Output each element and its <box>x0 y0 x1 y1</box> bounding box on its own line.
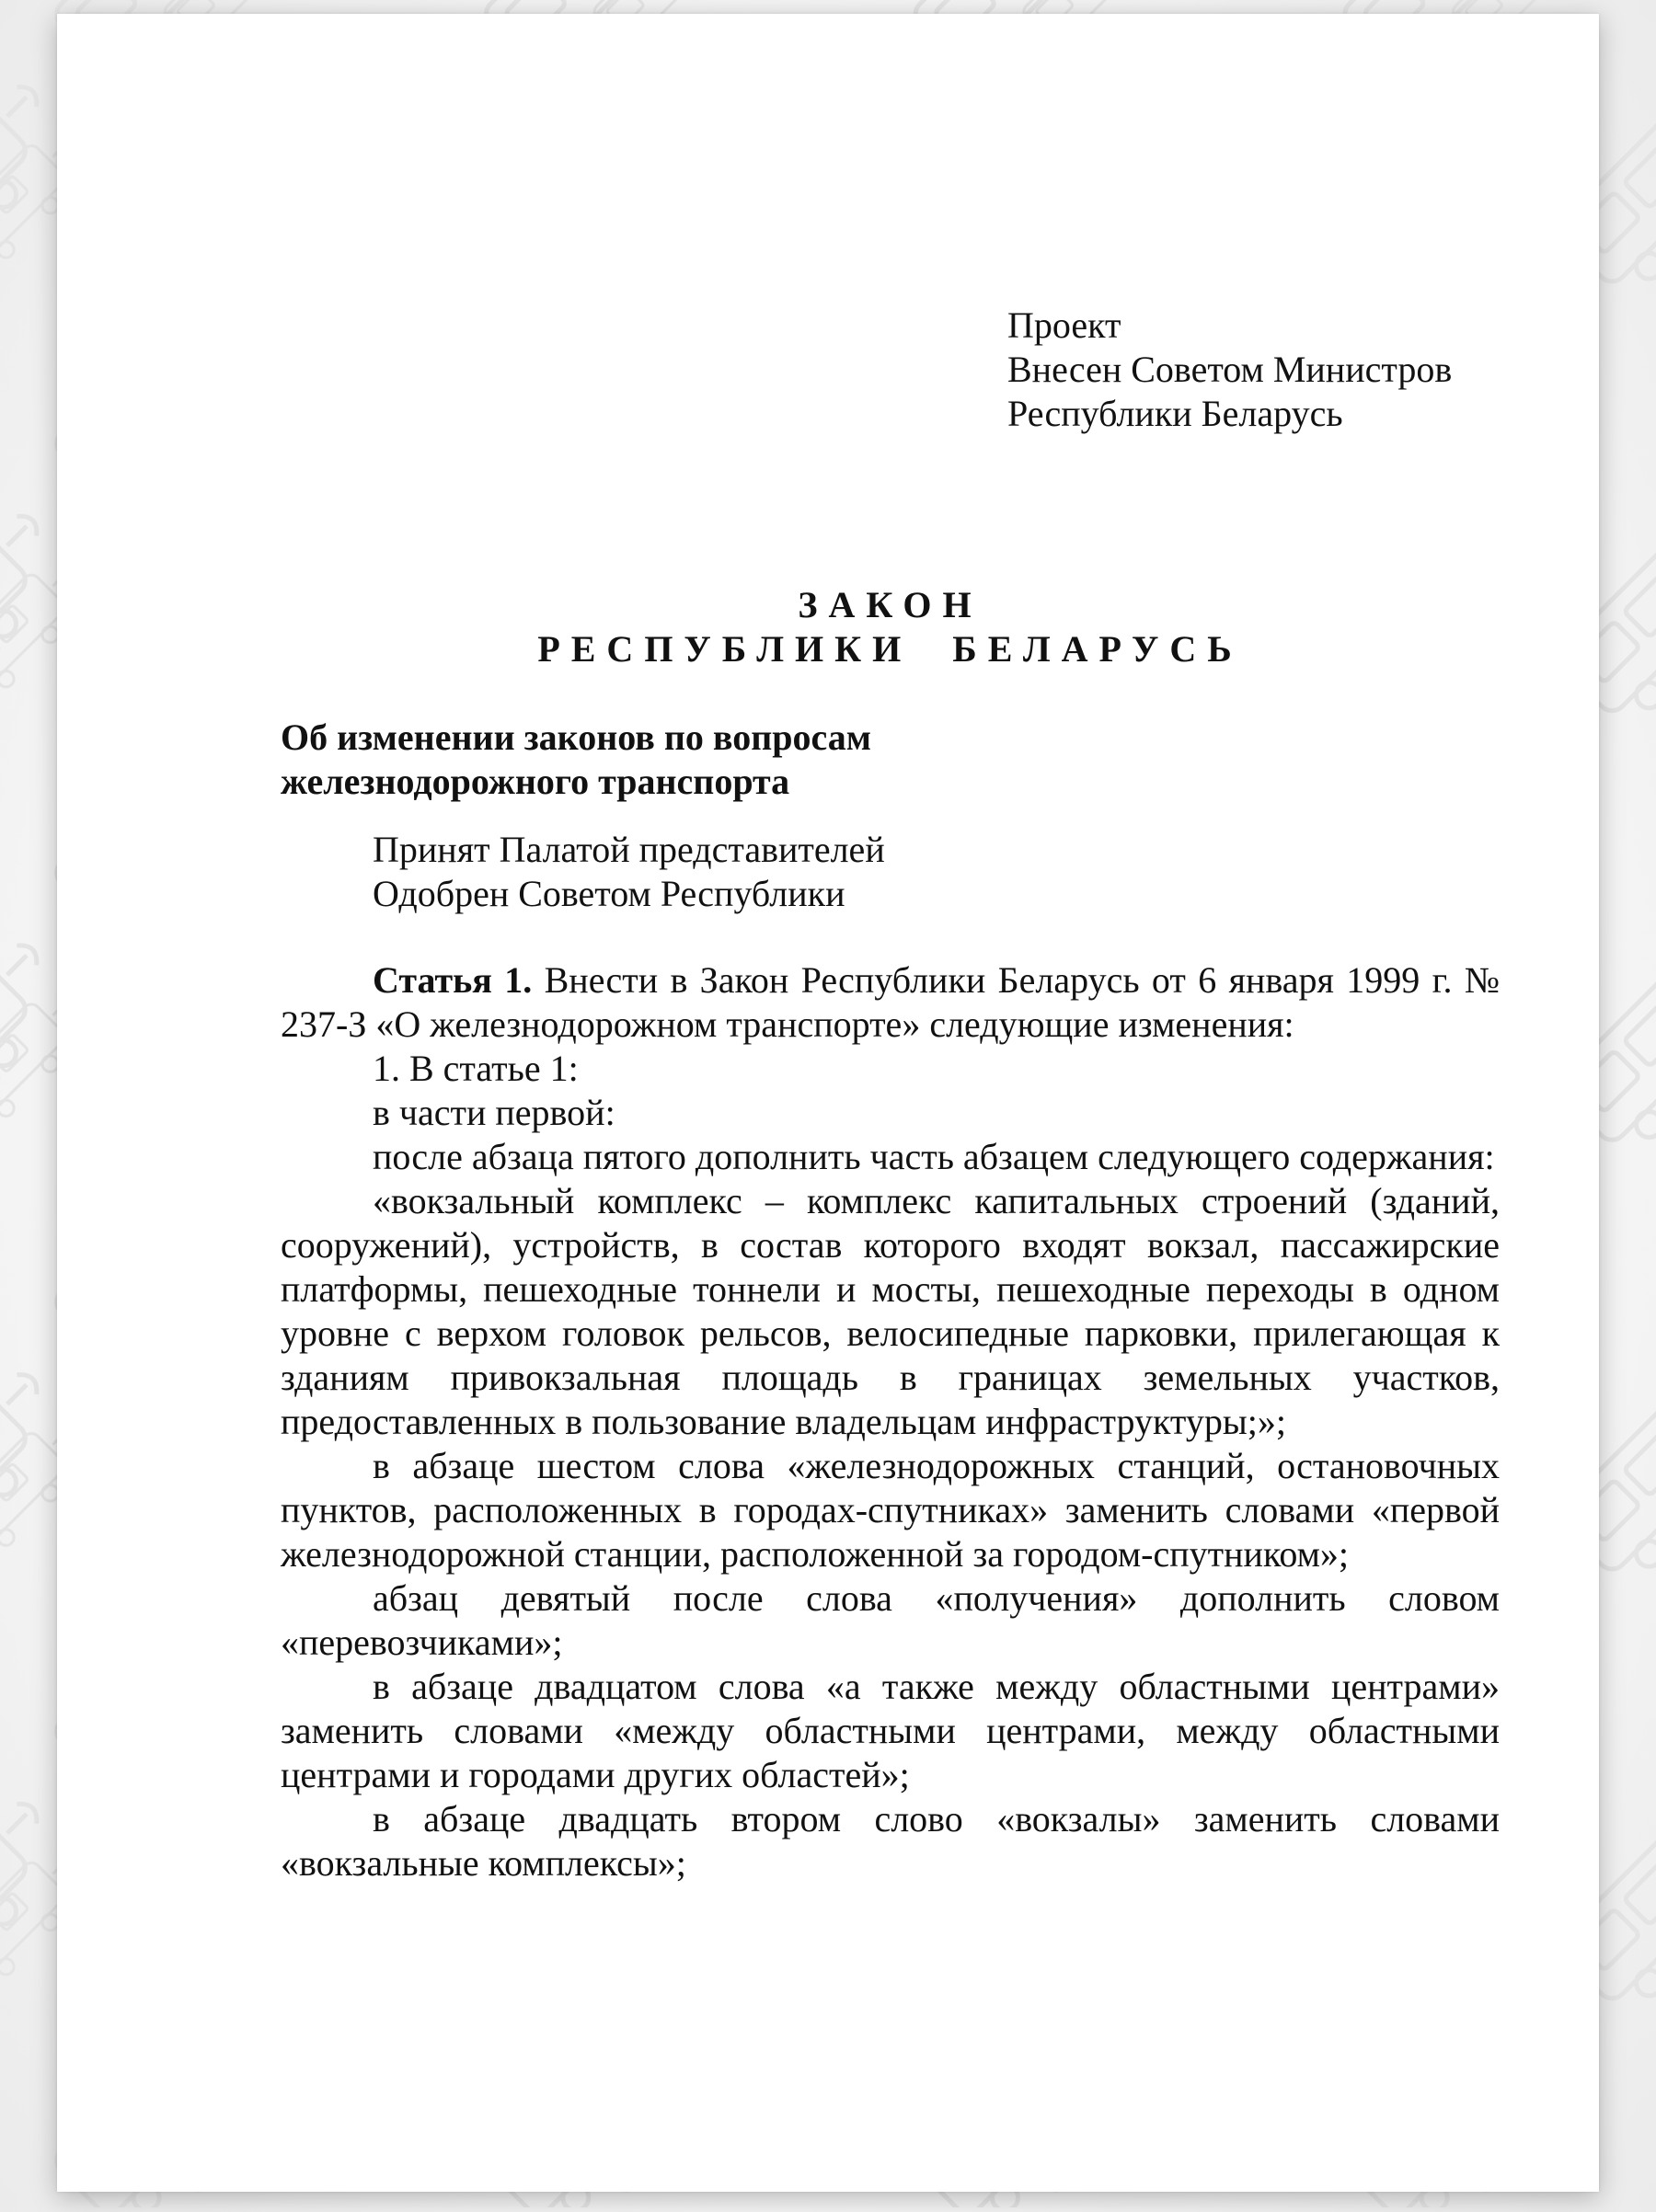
paragraph-abzats-22-amendment: в абзаце двадцать втором слово «вокзалы» заменить словами «вокзальные комплексы»; <box>281 1798 1500 1884</box>
law-subject-line-2: железнодорожного транспорта <box>281 761 790 802</box>
paragraph-item-1: 1. В статье 1: <box>373 1048 579 1089</box>
article-1-lead-text: Внести в Закон Республики Беларусь от 6 января 1999 г. № 237-З «О железнодорожном транспорте» следующие изменения: <box>281 959 1500 1045</box>
paragraph-station-complex-definition: «вокзальный комплекс – комплекс капитальных строений (зданий, сооружений), устройств, в состав которого входят вокзал, пассажирские платформы, пешеходные тоннели и мосты, пешеходные переходы в одном уровне с верхом головок рельсов, велосипедные парковки, прилегающая к зданиям привокзальная площадь в границах земельных участков, предоставленных в пользование владельцам инфраструктуры;»; <box>281 1180 1500 1442</box>
law-title <box>281 583 1500 671</box>
document-content <box>281 304 1500 1885</box>
paragraph-abzats-9-amendment: абзац девятый после слова «получения» дополнить словом «перевозчиками»; <box>281 1577 1500 1663</box>
law-title-word: ЗАКОН <box>798 584 983 625</box>
project-stamp <box>1007 304 1500 436</box>
law-subject-heading <box>281 716 1500 804</box>
stamp-line-submitted-by: Внесен Советом Министров <box>1007 349 1453 390</box>
law-subject-line-1: Об изменении законов по вопросам <box>281 716 872 758</box>
paragraph-after-abzats-5: после абзаца пятого дополнить часть абзацем следующего содержания: <box>373 1136 1495 1177</box>
article-1-body <box>281 958 1500 1885</box>
paragraph-abzats-6-amendment: в абзаце шестом слова «железнодорожных станций, остановочных пунктов, расположенных в городах-спутниках» заменить словами «первой железнодорожной станции, расположенной за городом-спутником»; <box>281 1445 1500 1575</box>
article-1-lead-paragraph <box>281 958 1500 1047</box>
paragraph-abzats-20-amendment: в абзаце двадцатом слова «а также между областными центрами» заменить словами «между областными центрами, между областными центрами и городами других областей»; <box>281 1666 1500 1795</box>
adoption-block <box>373 828 1500 916</box>
law-title-republic: РЕСПУБЛИКИ БЕЛАРУСЬ <box>537 628 1243 670</box>
adoption-line-approved: Одобрен Советом Республики <box>373 873 845 914</box>
stamp-line-republic: Республики Беларусь <box>1007 393 1343 434</box>
document-page <box>57 14 1599 2192</box>
article-1-label: Статья 1. <box>373 959 533 1001</box>
adoption-line-accepted: Принят Палатой представителей <box>373 829 885 870</box>
stamp-line-project: Проект <box>1007 304 1121 346</box>
paragraph-part-one: в части первой: <box>373 1092 615 1133</box>
